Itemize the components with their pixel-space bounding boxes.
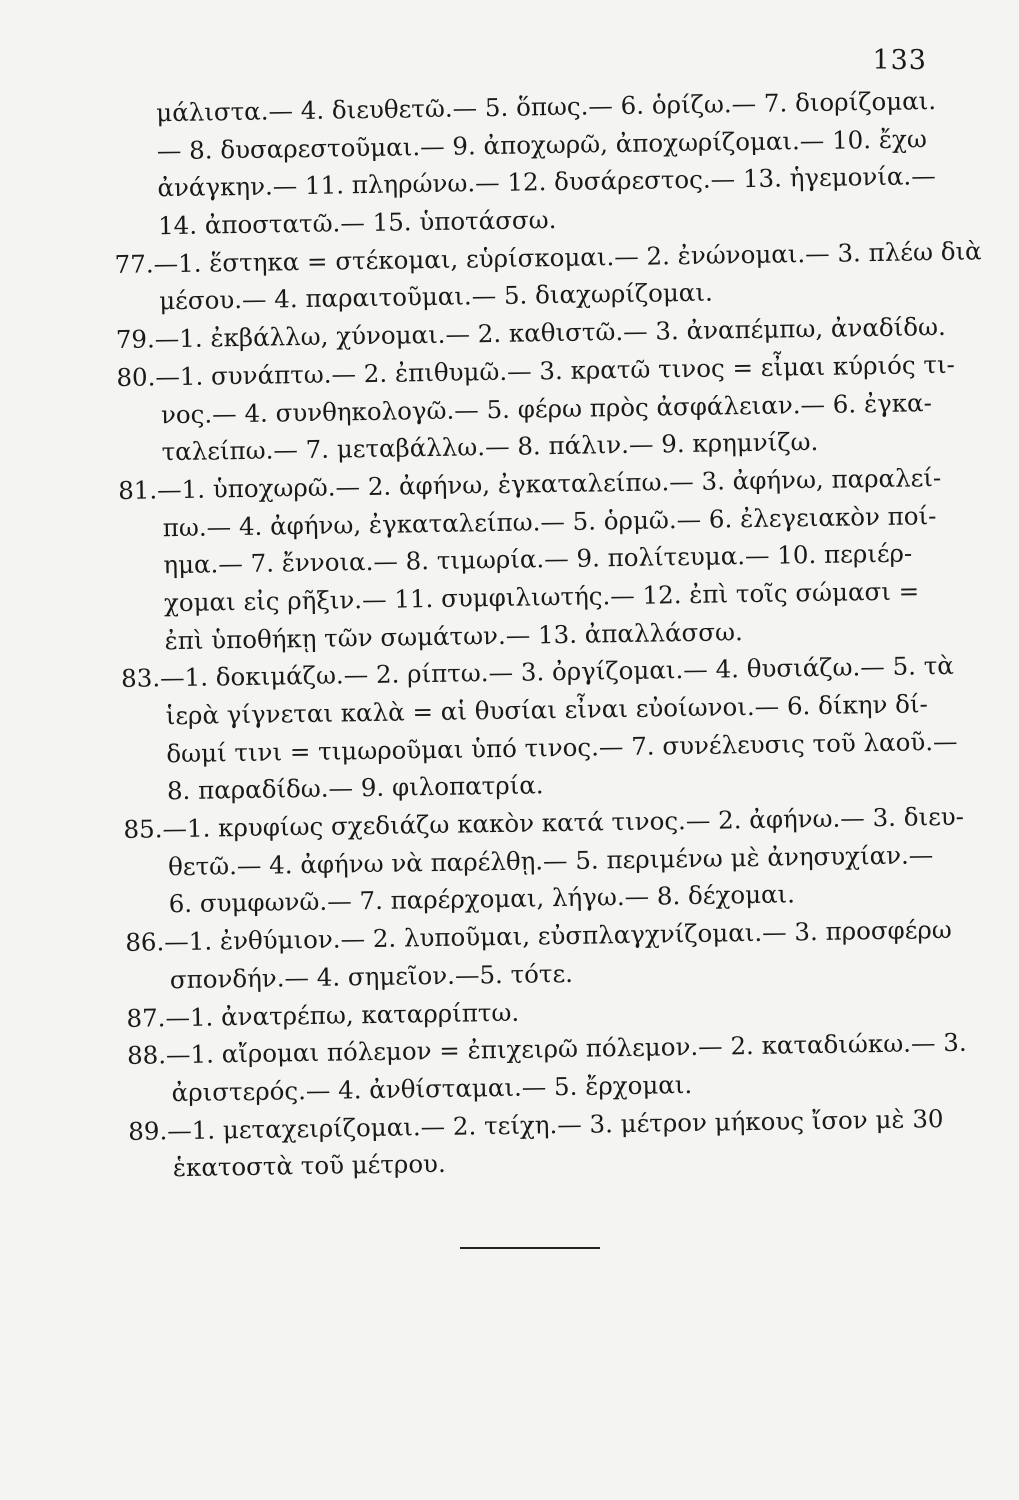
text-line: ἀριστερός.— 4. ἀνθίσταμαι.— 5. ἔρχομαι. bbox=[171, 1069, 693, 1108]
page-text-block bbox=[112, 82, 982, 1188]
text-line: 14. ἀποστατῶ.— 15. ὑποτάσσω. bbox=[157, 205, 557, 241]
text-line: δωμί τινι = τιμωροῦμαι ὑπό τινος.— 7. συνέλευσις τοῦ λαοῦ.— bbox=[166, 726, 958, 768]
page-number: 133 bbox=[872, 45, 927, 76]
text-line: μέσου.— 4. παραιτοῦμαι.— 5. διαχωρίζομαι. bbox=[159, 278, 713, 316]
text-line: ἀνάγκην.— 11. πληρώνω.— 12. δυσάρεστος.— 13. ἡγεμονία.— bbox=[157, 161, 936, 203]
text-line: ημα.— 7. ἔννοια.— 8. τιμωρία.— 9. πολίτευμα.— 10. περιέρ- bbox=[163, 538, 913, 580]
section-divider bbox=[460, 1247, 600, 1249]
text-line: 89.—1. μεταχειρίζομαι.— 2. τείχη.— 3. μέτρον μήκους ἴσον μὲ 30 bbox=[128, 1103, 944, 1146]
text-line: 6. συμφωνῶ.— 7. παρέρχομαι, λήγω.— 8. δέχομαι. bbox=[168, 879, 796, 919]
text-line: ταλείπω.— 7. μεταβάλλω.— 8. πάλιν.— 9. κρημνίζω. bbox=[161, 427, 819, 467]
text-line: σπονδήν.— 4. σημεῖον.—5. τότε. bbox=[169, 958, 574, 995]
text-line: 88.—1. αἴρομαι πόλεμον = ἐπιχειρῶ πόλεμον.— 2. καταδιώκω.— 3. bbox=[126, 1027, 967, 1071]
text-line: — 8. δυσαρεστοῦμαι.— 9. ἀποχωρῶ, ἀποχωρίζομαι.— 10. ἔχω bbox=[156, 123, 928, 165]
text-line: πω.— 4. ἀφήνω, ἐγκαταλείπω.— 5. ὁρμῶ.— 6. ἐλεγειακὸν ποί- bbox=[162, 500, 937, 542]
text-line: 87.—1. ἀνατρέπω, καταρρίπτω. bbox=[126, 997, 520, 1033]
text-line: ἑκατοστὰ τοῦ μέτρου. bbox=[172, 1149, 446, 1183]
text-line: 86.—1. ἐνθύμιον.— 2. λυποῦμαι, εὐσπλαγχνίζομαι.— 3. προσφέρω bbox=[125, 915, 953, 958]
text-line: χομαι εἰς ρῆξιν.— 11. συμφιλιωτής.— 12. ἐπὶ τοῖς σώμασι = bbox=[163, 576, 920, 618]
text-line: 85.—1. κρυφίως σχεδιάζω κακὸν κατά τινος.— 2. ἀφήνω.— 3. διευ- bbox=[123, 801, 965, 844]
text-line: 83.—1. δοκιμάζω.— 2. ρίπτω.— 3. ὀργίζομαι.— 4. θυσιάζω.— 5. τὰ bbox=[120, 651, 955, 694]
text-line: 79.—1. ἐκβάλλω, χύνομαι.— 2. καθιστῶ.— 3. ἀναπέμπω, ἀναδίδω. bbox=[115, 312, 946, 355]
text-line: μάλιστα.— 4. διευθετῶ.— 5. ὅπως.— 6. ὁρίζω.— 7. διορίζομαι. bbox=[156, 86, 937, 128]
text-line: 81.—1. ὑποχωρῶ.— 2. ἀφήνω, ἐγκαταλείπω.— 3. ἀφήνω, παραλεί- bbox=[117, 462, 942, 505]
text-line: νος.— 4. συνθηκολογῶ.— 5. φέρω πρὸς ἀσφάλειαν.— 6. ἐγκα- bbox=[160, 387, 933, 429]
text-line: ἱερὰ γίγνεται καλὰ = αἱ θυσίαι εἶναι εὐοίωνοι.— 6. δίκην δί- bbox=[165, 689, 928, 731]
text-line: 80.—1. συνάπτω.— 2. ἐπιθυμῶ.— 3. κρατῶ τινος = εἶμαι κύριός τι- bbox=[116, 349, 956, 392]
text-line: 77.—1. ἕστηκα = στέκομαι, εὑρίσκομαι.— 2. ἐνώνομαι.— 3. πλέω διὰ bbox=[114, 236, 982, 279]
text-line: 8. παραδίδω.— 9. φιλοπατρία. bbox=[166, 770, 544, 806]
text-line: θετῶ.— 4. ἀφήνω νὰ παρέλθῃ.— 5. περιμένω μὲ ἀνησυχίαν.— bbox=[167, 839, 934, 881]
text-line: ἐπὶ ὑποθήκῃ τῶν σωμάτων.— 13. ἀπαλλάσσω. bbox=[164, 616, 743, 655]
